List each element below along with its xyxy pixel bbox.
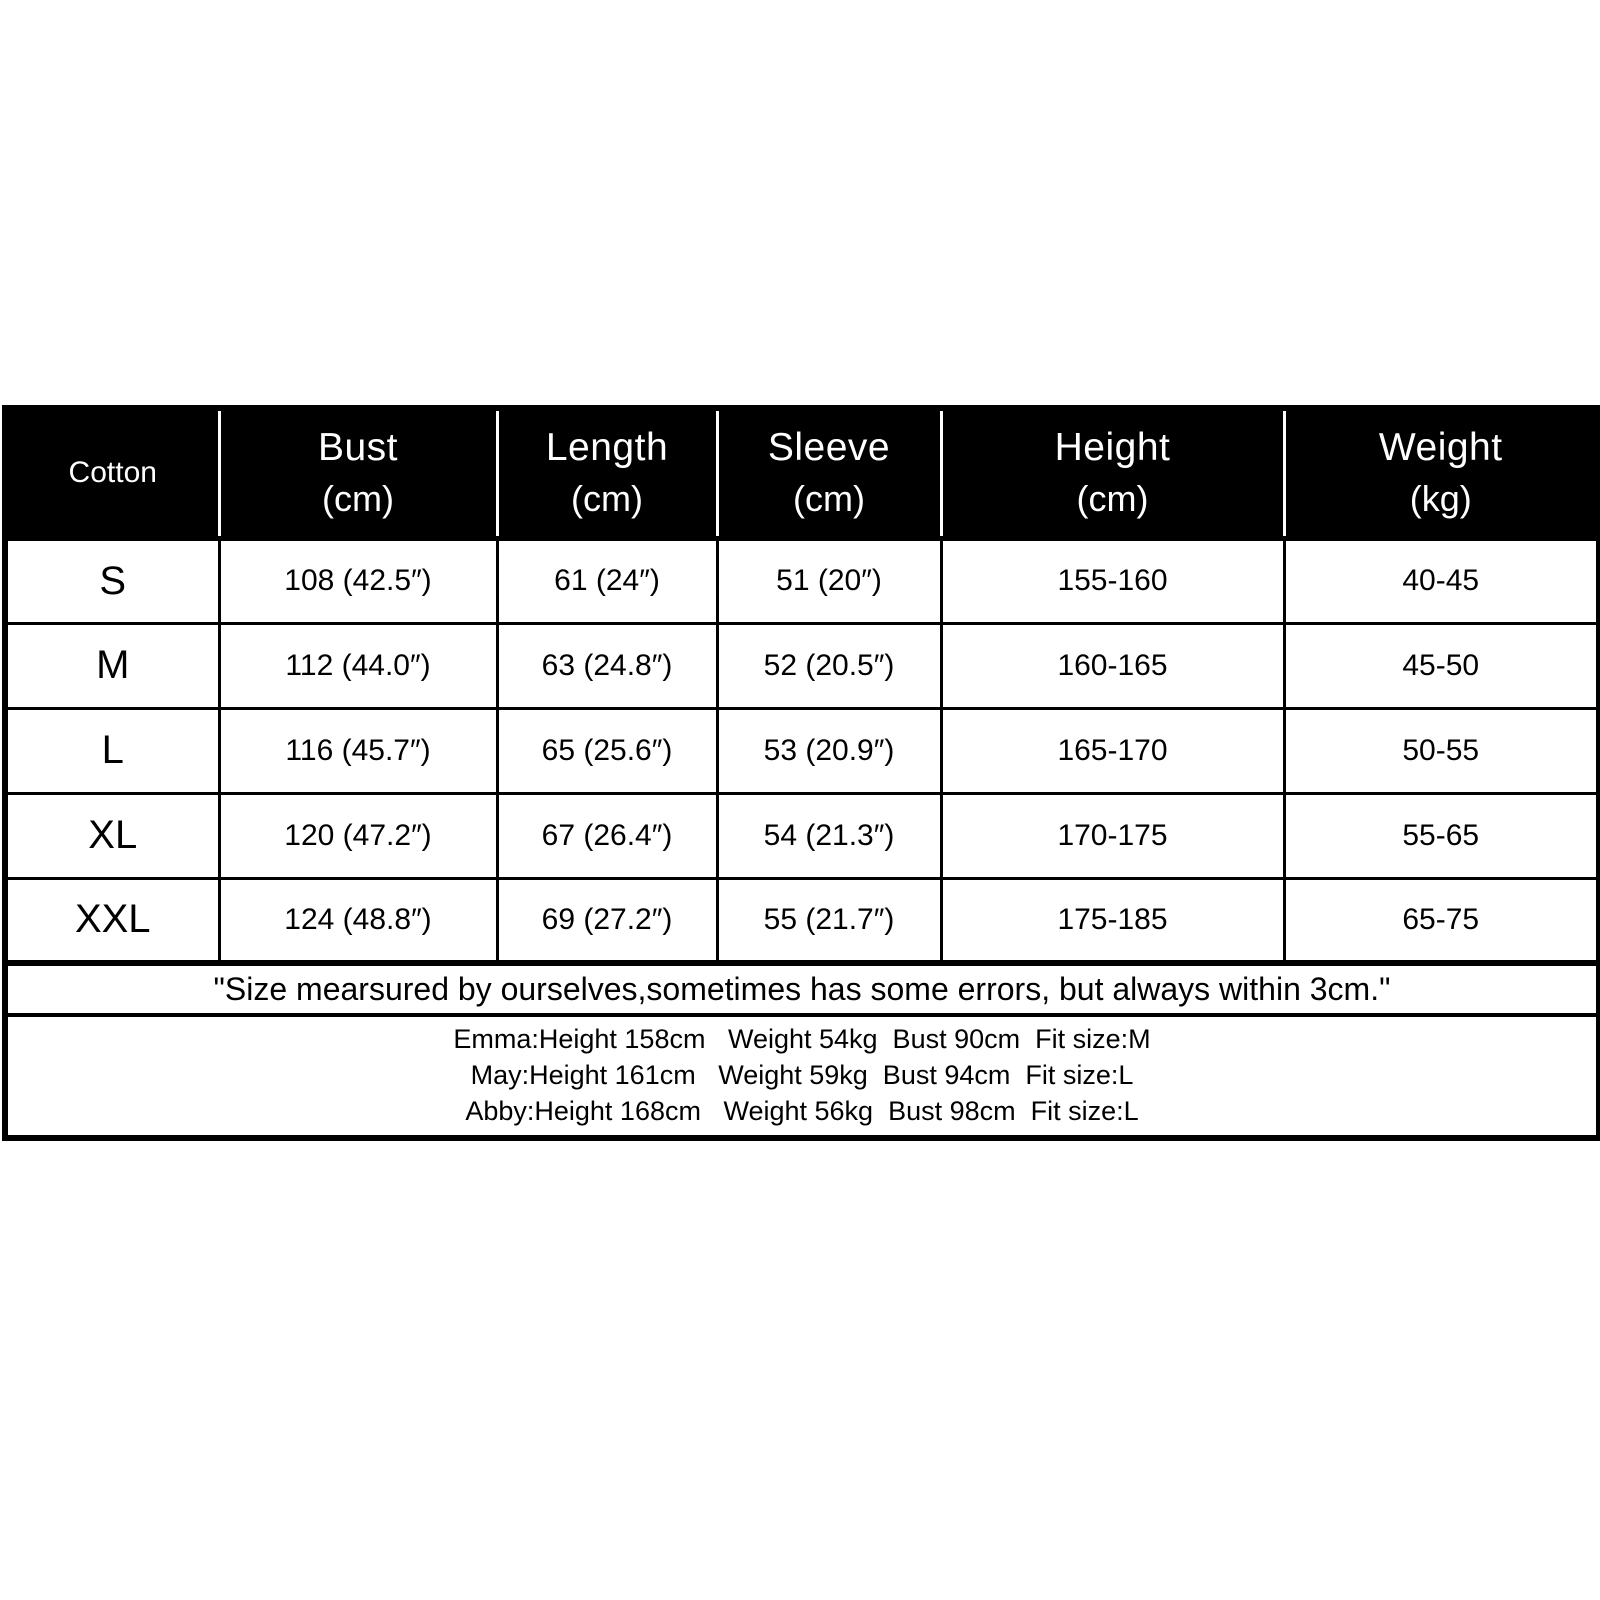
weight-value: 40-45	[1284, 538, 1599, 623]
bust-value: 112 (44.0″)	[219, 623, 497, 708]
table-header-row	[5, 408, 1599, 538]
header-cell-length: Length (cm)	[497, 408, 717, 538]
model-info-row	[5, 1015, 1599, 1138]
weight-value: 45-50	[1284, 623, 1599, 708]
sleeve-value: 55 (21.7″)	[717, 878, 941, 963]
bust-value: 124 (48.8″)	[219, 878, 497, 963]
model-info-may: May:Height 161cm Weight 59kg Bust 94cm Fit size:L	[470, 1060, 1134, 1090]
table-row-xxl	[5, 878, 1599, 963]
height-value: 165-170	[941, 708, 1284, 793]
measurement-note-row	[5, 963, 1599, 1015]
header-cell-weight: Weight (kg)	[1284, 408, 1599, 538]
sleeve-value: 52 (20.5″)	[717, 623, 941, 708]
height-value: 160-165	[941, 623, 1284, 708]
size-chart-table	[2, 405, 1600, 1141]
sleeve-value: 54 (21.3″)	[717, 793, 941, 878]
sleeve-value: 51 (20″)	[717, 538, 941, 623]
length-value: 65 (25.6″)	[497, 708, 717, 793]
length-value: 69 (27.2″)	[497, 878, 717, 963]
model-info-abby: Abby:Height 168cm Weight 56kg Bust 98cm Fit size:L	[465, 1096, 1139, 1126]
header-cell-material	[5, 408, 219, 538]
size-label: XXL	[5, 878, 219, 963]
size-label: XL	[5, 793, 219, 878]
table-row-s	[5, 538, 1599, 623]
size-label: S	[5, 538, 219, 623]
header-cell-sleeve: Sleeve (cm)	[717, 408, 941, 538]
sleeve-value: 53 (20.9″)	[717, 708, 941, 793]
bust-value: 116 (45.7″)	[219, 708, 497, 793]
header-cell-bust: Bust (cm)	[219, 408, 497, 538]
bust-value: 120 (47.2″)	[219, 793, 497, 878]
length-value: 63 (24.8″)	[497, 623, 717, 708]
material-label: Cotton	[68, 456, 157, 490]
measurement-note: "Size mearsured by ourselves,sometimes has some errors, but always within 3cm."	[5, 963, 1599, 1015]
model-info-emma: Emma:Height 158cm Weight 54kg Bust 90cm Fit size:M	[453, 1024, 1151, 1054]
size-label: M	[5, 623, 219, 708]
length-value: 61 (24″)	[497, 538, 717, 623]
weight-value: 55-65	[1284, 793, 1599, 878]
weight-value: 65-75	[1284, 878, 1599, 963]
table-row-xl	[5, 793, 1599, 878]
header-cell-height: Height (cm)	[941, 408, 1284, 538]
length-value: 67 (26.4″)	[497, 793, 717, 878]
bust-value: 108 (42.5″)	[219, 538, 497, 623]
model-info	[5, 1015, 1599, 1138]
height-value: 175-185	[941, 878, 1284, 963]
height-value: 155-160	[941, 538, 1284, 623]
height-value: 170-175	[941, 793, 1284, 878]
weight-value: 50-55	[1284, 708, 1599, 793]
table-row-l	[5, 708, 1599, 793]
size-label: L	[5, 708, 219, 793]
table-row-m	[5, 623, 1599, 708]
